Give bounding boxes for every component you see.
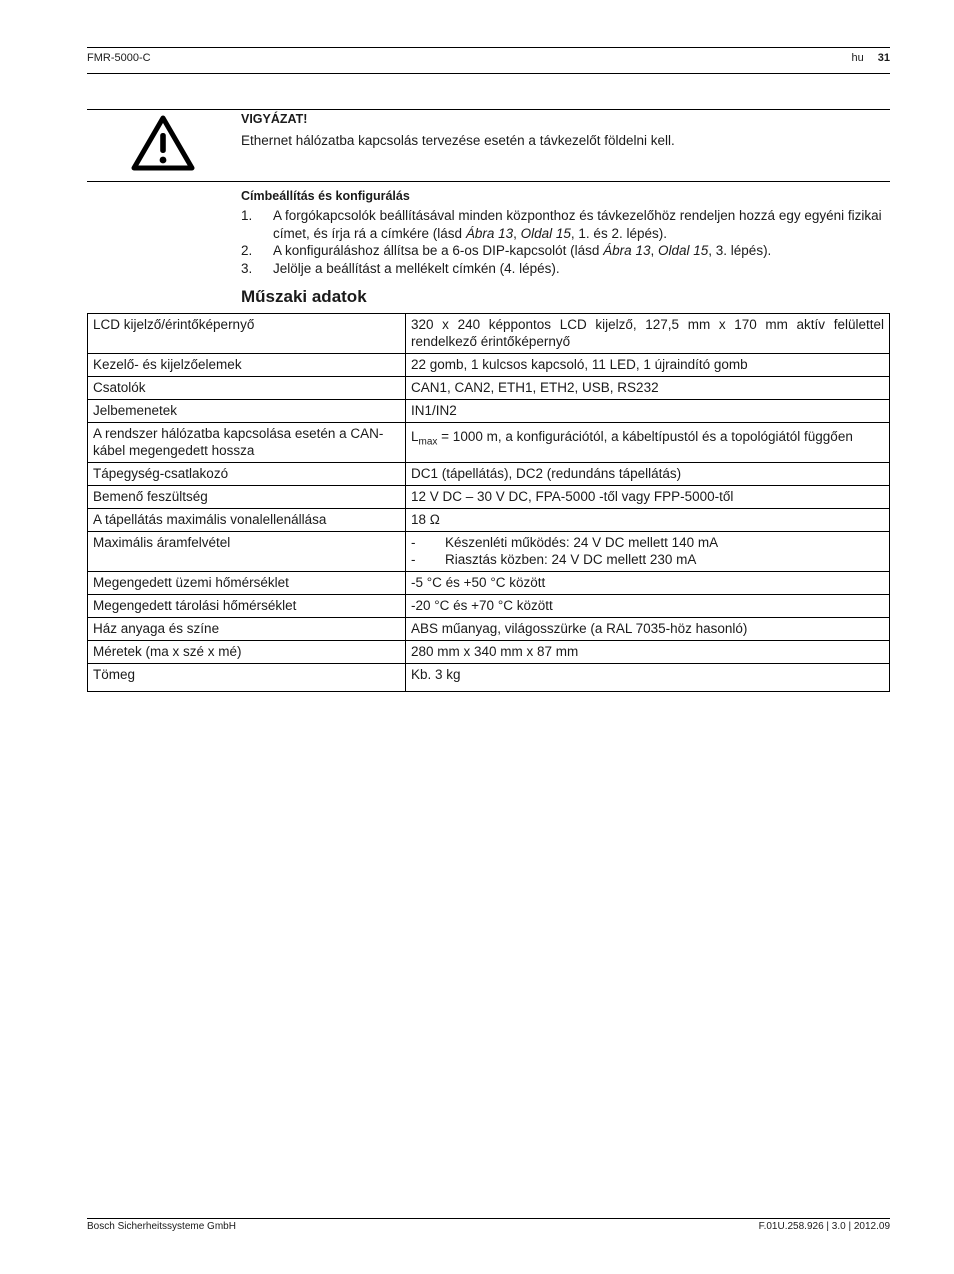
table-row [88, 641, 890, 664]
spec-value: 18 Ω [406, 509, 890, 532]
spec-key: Megengedett tárolási hőmérséklet [88, 595, 406, 618]
page-number: 31 [877, 52, 890, 64]
footer-doc-info: F.01U.258.926 | 3.0 | 2012.09 [758, 1221, 890, 1232]
table-row [88, 314, 890, 354]
spec-key: Jelbemenetek [88, 400, 406, 423]
spec-key: Kezelő- és kijelzőelemek [88, 354, 406, 377]
spec-value: Kb. 3 kg [406, 664, 890, 692]
spec-value: ABS műanyag, világosszürke (a RAL 7035-höz hasonló) [406, 618, 890, 641]
spec-key: Csatolók [88, 377, 406, 400]
address-section-title: Címbeállítás és konfigurálás [241, 189, 410, 203]
step-text: A konfiguráláshoz állítsa be a 6-os DIP-kapcsolót (lásd Ábra 13, Oldal 15, 3. lépés). [273, 243, 772, 258]
spec-value: 12 V DC – 30 V DC, FPA-5000 -től vagy FPP-5000-től [406, 486, 890, 509]
step-number: 3. [241, 260, 253, 276]
table-row [88, 400, 890, 423]
header-top-rule [87, 47, 890, 48]
footer-rule [87, 1218, 890, 1219]
step-number: 1. [241, 208, 253, 223]
table-row [88, 423, 890, 463]
list-item [241, 242, 891, 260]
step-number: 2. [241, 243, 253, 258]
list-item: - Riasztás közben: 24 V DC mellett 230 mA [411, 552, 697, 567]
list-item [241, 260, 891, 278]
spec-key: Bemenő feszültség [88, 486, 406, 509]
caution-top-rule [87, 109, 890, 110]
spec-value: $L_{max} = 1000$ m, a konfigurációtól, a kábeltípustól és a topológiától függően [406, 423, 890, 463]
step-text: Jelölje a beállítást a mellékelt címkén (4. lépés). [273, 260, 560, 276]
table-row [88, 463, 890, 486]
spec-key: Megengedett üzemi hőmérséklet [88, 572, 406, 595]
spec-value [406, 532, 890, 572]
caution-title: VIGYÁZAT! [241, 112, 308, 126]
table-row [88, 509, 890, 532]
spec-value: 22 gomb, 1 kulcsos kapcsoló, 11 LED, 1 újraindító gomb [406, 354, 890, 377]
table-row [88, 618, 890, 641]
spec-value: -20 °C és +70 °C között [406, 595, 890, 618]
list-item [241, 207, 891, 242]
figure-ref: Ábra 13 [465, 225, 514, 241]
spec-value: 280 mm x 340 mm x 87 mm [406, 641, 890, 664]
header-bottom-rule [87, 73, 890, 74]
specs-table [87, 313, 890, 692]
figure-ref: Ábra 13 [603, 243, 651, 258]
warning-triangle-icon [128, 113, 198, 173]
header-lang: hu [851, 52, 864, 64]
spec-value: CAN1, CAN2, ETH1, ETH2, USB, RS232 [406, 377, 890, 400]
spec-key: Tápegység-csatlakozó [88, 463, 406, 486]
spec-key: Méretek (ma x szé x mé) [88, 641, 406, 664]
spec-key: A tápellátás maximális vonalellenállása [88, 509, 406, 532]
spec-key: Tömeg [88, 664, 406, 692]
footer-company: Bosch Sicherheitssysteme GmbH [87, 1221, 236, 1232]
spec-key: A rendszer hálózatba kapcsolása esetén a CAN-kábel megengedett hossza [88, 423, 406, 463]
spec-value: 320 x 240 képpontos LCD kijelző, 127,5 mm x 170 mm aktív felülettel rendelkező érintőképernyő [406, 314, 890, 354]
address-steps-list [241, 207, 891, 277]
header-page-info [852, 52, 891, 64]
table-row [88, 572, 890, 595]
spec-value: DC1 (tápellátás), DC2 (redundáns tápellátás) [406, 463, 890, 486]
spec-value: IN1/IN2 [406, 400, 890, 423]
specs-section-title: Műszaki adatok [241, 287, 367, 306]
spec-key: LCD kijelző/érintőképernyő [88, 314, 406, 354]
header-doc-id: FMR-5000-C [87, 52, 151, 64]
caution-bottom-rule [87, 181, 890, 182]
list-item: - Készenléti működés: 24 V DC mellett 140 mA [411, 535, 719, 550]
table-row [88, 354, 890, 377]
table-row [88, 664, 890, 692]
spec-key: Maximális áramfelvétel [88, 532, 406, 572]
table-row [88, 486, 890, 509]
step-text: A forgókapcsolók beállításával minden központhoz és távkezelőhöz rendeljen hozzá egy egyéni fizikai címet, és írja rá a címkére (lásd Ábra 13, Oldal 15, 1. és 2. lépés). [273, 208, 882, 241]
table-row [88, 377, 890, 400]
caution-text: Ethernet hálózatba kapcsolás tervezése esetén a távkezelőt földelni kell. [241, 133, 675, 148]
spec-value: -5 °C és +50 °C között [406, 572, 890, 595]
page-ref: Oldal 15 [657, 243, 709, 258]
table-row [88, 595, 890, 618]
table-row [88, 532, 890, 572]
spec-key: Ház anyaga és színe [88, 618, 406, 641]
page-ref: Oldal 15 [520, 225, 571, 241]
